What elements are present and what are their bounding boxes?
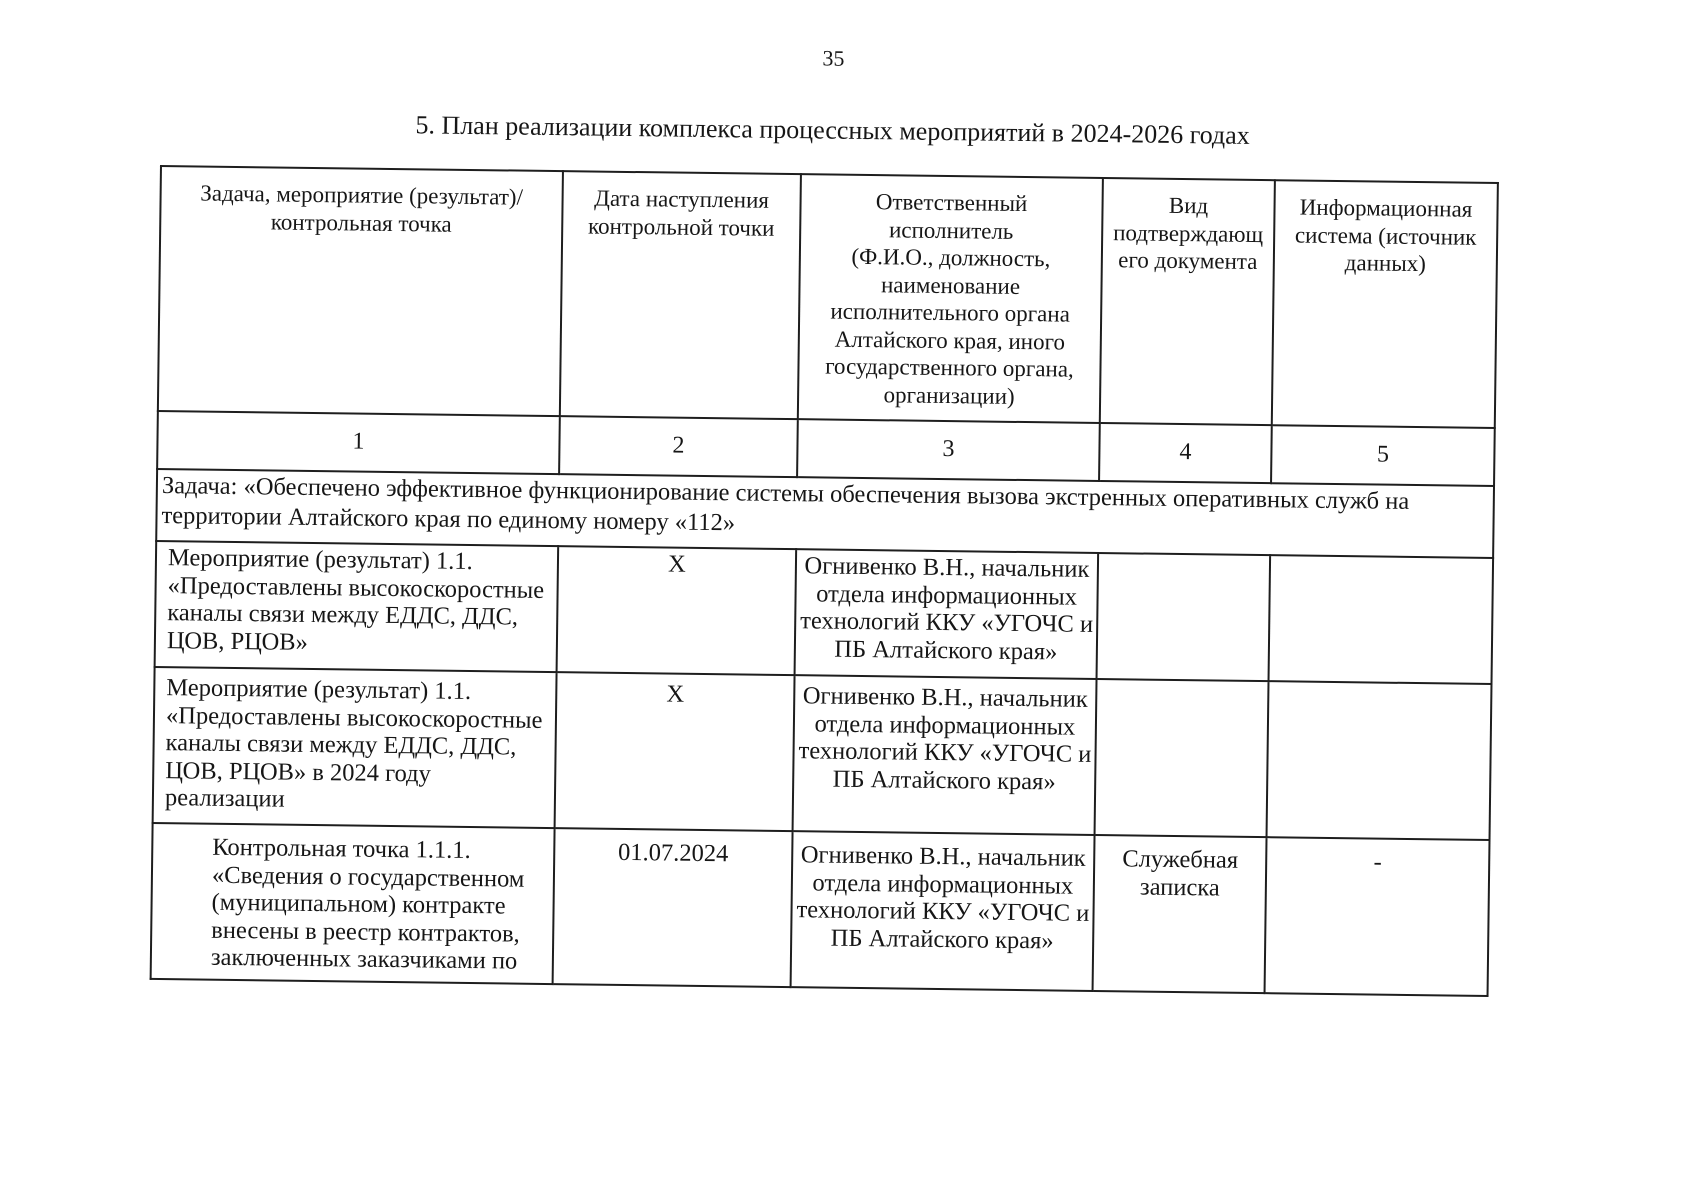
header-cell-responsible: Ответственный исполнитель (Ф.И.О., должность, наименование исполнительного органа Алтайского края, иного государственного органа, организации)	[798, 174, 1103, 423]
responsible-cell: Огнивенко В.Н., начальник отдела информационных технологий ККУ «УГОЧС и ПБ Алтайского края»	[795, 549, 1099, 679]
document-page	[140, 30, 1504, 999]
info-system-cell	[1269, 555, 1494, 684]
responsible-cell: Огнивенко В.Н., начальник отдела информационных технологий ККУ «УГОЧС и ПБ Алтайского края»	[791, 831, 1095, 991]
responsible-cell: Огнивенко В.Н., начальник отдела информационных технологий ККУ «УГОЧС и ПБ Алтайского края»	[793, 675, 1097, 835]
document-title: 5. План реализации комплекса процессных мероприятий в 2024-2026 годах	[415, 110, 1250, 150]
date-cell: X	[555, 672, 795, 831]
date-cell: 01.07.2024	[553, 828, 793, 987]
header-cell-task: Задача, мероприятие (результат)/ контрольная точка	[158, 166, 563, 416]
header-cell-date: Дата наступления контрольной точки	[560, 171, 801, 419]
info-system-cell: -	[1265, 837, 1490, 996]
task-cell: Задача: «Обеспечено эффективное функционирование системы обеспечения вызова экстренных оперативных служб на территории Алтайского края по единому номеру «112»	[156, 469, 1494, 558]
column-number-cell: 2	[559, 416, 798, 477]
column-number-cell: 3	[797, 419, 1100, 481]
header-cell-info-system: Информационная система (источник данных)	[1272, 180, 1498, 428]
document-type-cell	[1097, 553, 1271, 681]
item-cell: Мероприятие (результат) 1.1. «Предоставлены высокоскоростные каналы связи между ЕДДС, ДДС, ЦОВ, РЦОВ» в 2024 году реализации	[153, 667, 557, 828]
plan-table	[150, 165, 1499, 997]
table-row	[153, 667, 1492, 840]
item-cell: Контрольная точка 1.1.1. «Сведения о государственном (муниципальном) контракте внесены в реестр контрактов, заключенных заказчиками по	[151, 823, 555, 984]
document-type-cell	[1095, 679, 1269, 837]
column-number-cell: 5	[1271, 425, 1495, 486]
header-cell-document-type: Вид подтверждающ его документа	[1100, 178, 1275, 425]
info-system-cell	[1267, 681, 1492, 840]
document-type-cell: Служебная записка	[1093, 835, 1267, 993]
table-row	[155, 541, 1493, 684]
table-header-row	[158, 166, 1498, 428]
date-cell: X	[557, 546, 797, 675]
table-row	[151, 823, 1490, 996]
column-number-cell: 1	[157, 411, 560, 474]
item-cell: Мероприятие (результат) 1.1. «Предоставлены высокоскоростные каналы связи между ЕДДС, ДДС, ЦОВ, РЦОВ»	[155, 541, 559, 672]
page-number: 35	[822, 45, 845, 71]
column-number-cell: 4	[1099, 423, 1272, 483]
